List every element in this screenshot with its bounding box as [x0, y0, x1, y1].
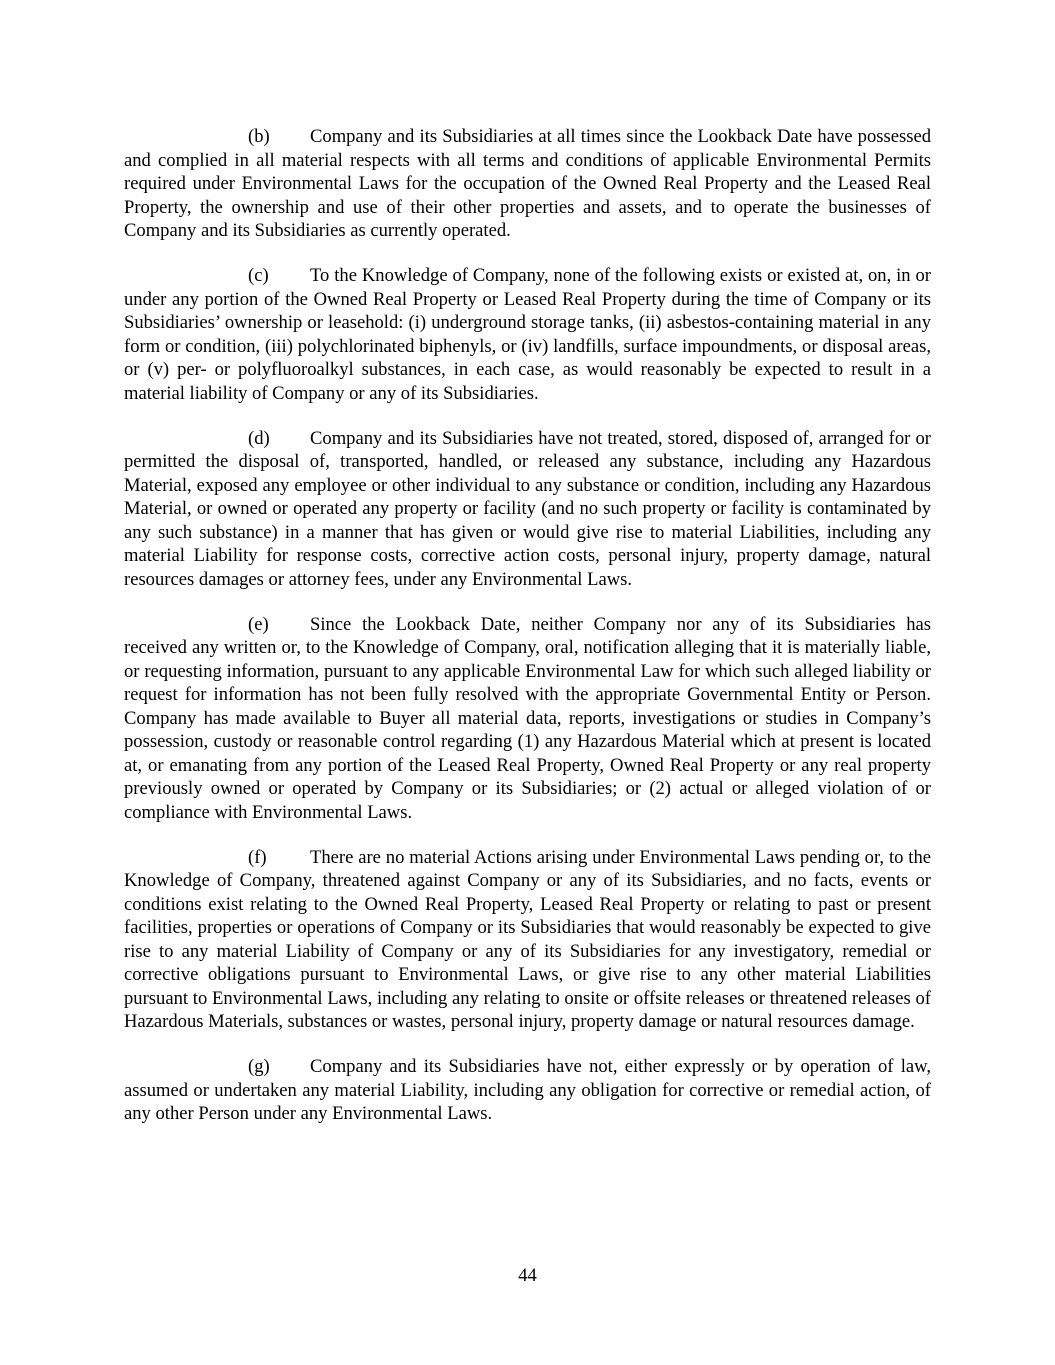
paragraph-marker: (b) [248, 126, 270, 147]
paragraph-marker: (c) [248, 265, 269, 286]
paragraph-b [124, 125, 931, 243]
paragraph-marker: (g) [248, 1056, 270, 1077]
paragraph-marker: (d) [248, 427, 270, 449]
paragraph-g [124, 1055, 931, 1126]
paragraph-text: There are no material Actions arising under Environmental Laws pending or, to the Knowledge of Company, threatened against Company or any of its Subsidiaries, and no facts, events or conditions exist relating to the Owned Real Property, Leased Real Property or relating to past or present facilities, properties or operations of Company or its Subsidiaries that would reasonably be expected to give rise to any material Liability of Company or any of its Subsidiaries for any investigatory, remedial or corrective obligations pursuant to Environmental Laws, or give rise to any other material Liabilities pursuant to Environmental Laws, including any relating to onsite or offsite releases or threatened releases of Hazardous Materials, substances or wastes, personal injury, property damage or natural resources damage. [124, 846, 931, 1032]
paragraph-text: Since the Lookback Date, neither Company nor any of its Subsidiaries has received any written or, to the Knowledge of Company, oral, notification alleging that it is materially liable, or requesting information, pursuant to any applicable Environmental Law for which such alleged liability or request for information has not been fully resolved with the appropriate Governmental Entity or Person. Company has made available to Buyer all material data, reports, investigations or studies in Company’s possession, custody or reasonable control regarding (1) any Hazardous Material which at present is located at, or emanating from any portion of the Leased Real Property, Owned Real Property or any real property previously owned or operated by Company or its Subsidiaries; or (2) actual or alleged violation of or compliance with Environmental Laws. [124, 613, 931, 823]
paragraph-text: Company and its Subsidiaries at all times since the Lookback Date have possessed and complied in all material respects with all terms and conditions of applicable Environmental Permits required under Environmental Laws for the occupation of the Owned Real Property and the Leased Real Property, the ownership and use of their other properties and assets, and to operate the businesses of Company and its Subsidiaries as currently operated. [124, 126, 931, 241]
paragraph-e [124, 613, 931, 825]
paragraph-d [124, 427, 931, 592]
page-number: 44 [518, 1265, 537, 1286]
paragraph-c [124, 264, 931, 405]
paragraph-text: Company and its Subsidiaries have not, either expressly or by operation of law, assumed or undertaken any material Liability, including any obligation for corrective or remedial action, of any other Person under any Environmental Laws. [124, 1056, 931, 1124]
paragraph-marker: (f) [248, 846, 267, 868]
paragraph-f [124, 846, 931, 1034]
paragraph-text: To the Knowledge of Company, none of the following exists or existed at, on, in or under any portion of the Owned Real Property or Leased Real Property during the time of Company or its Subsidiaries’ ownership or leasehold: (i) underground storage tanks, (ii) asbestos-containing material in any form or condition, (iii) polychlorinated biphenyls, or (iv) landfills, surface impoundments, or disposal areas, or (v) per- or polyfluoroalkyl substances, in each case, as would reasonably be expected to result in a material liability of Company or any of its Subsidiaries. [124, 265, 931, 404]
paragraph-marker: (e) [248, 613, 269, 635]
document-body [124, 125, 931, 1147]
paragraph-text: Company and its Subsidiaries have not treated, stored, disposed of, arranged for or permitted the disposal of, transported, handled, or released any substance, including any Hazardous Material, exposed any employee or other individual to any substance or condition, including any Hazardous Material, or owned or operated any property or facility (and no such property or facility is contaminated by any such substance) in a manner that has given or would give rise to material Liabilities, including any material Liability for response costs, corrective action costs, personal injury, property damage, natural resources damages or attorney fees, under any Environmental Laws. [124, 427, 931, 590]
